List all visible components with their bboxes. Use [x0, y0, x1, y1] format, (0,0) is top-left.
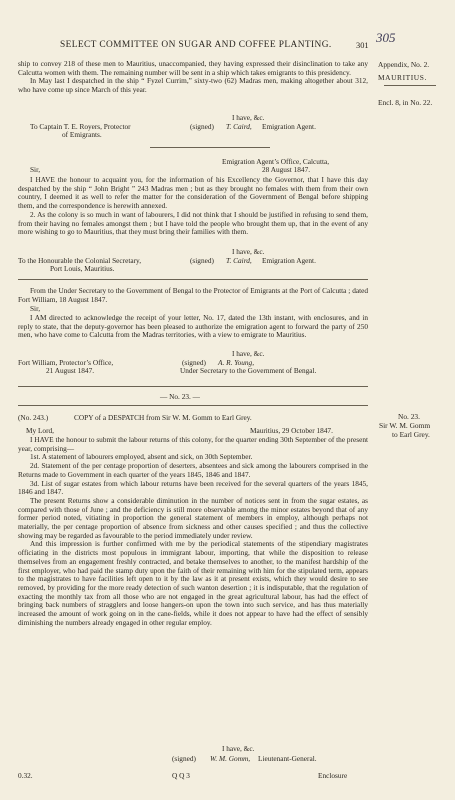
letter1-closing: I have, &c.: [232, 113, 265, 122]
margin-enclosure-ref: Encl. 8, in No. 22.: [378, 98, 433, 107]
letter1-paragraph-2: In May last I despatched in the ship “ Fyzel Currim,” sixty-two (62) Madras men, making altogether about 312, who have come up since March of this year.: [18, 76, 368, 95]
letter2-office: Emigration Agent’s Office, Calcutta,: [222, 157, 330, 166]
despatch-item-2: 2d. Statement of the per centage proportion of deserters, absentees and sick among the labourers comprised in the Returns made to Government in each quarter of the years 1845, 1846 and 1847.: [18, 461, 368, 479]
margin-appendix: Appendix, No. 2.: [378, 60, 430, 69]
despatch-closing: I have, &c.: [222, 744, 255, 753]
letter2-paragraph-1: I HAVE the honour to acquaint you, for the information of his Excellency the Governor, that I have this day despatched by the ship “ John Bright ” 243 Madras men ; but as they brought no females with them from their own country, I deemed it as well to refer the matter for the consideration of the Government of Bengal before shipping them, and the correspondence is herewith annexed.: [18, 175, 368, 211]
page-number: 301: [356, 41, 369, 50]
letter3-office-line1: Fort William, Protector’s Office,: [18, 358, 114, 367]
despatch-ref: (No. 243.): [18, 413, 49, 422]
footer-catchword: Enclosure: [318, 771, 348, 780]
despatch-signed: (signed): [172, 754, 196, 763]
despatch-paragraph-2: The present Returns show a considerable diminution in the number of notices sent in from the sugar estates, as compared with those of June ; and the deficiency is still more observable among the minor estates beyond that of any former period noted, vitiating in proportion the general statement of members in employ, although perhaps not materially, the per centage proportion of absence from sickness and other causes specified ; and thus the collective showing may be regarded as favourable to the period immediately under review.: [18, 495, 368, 540]
separator-3: [18, 386, 368, 387]
despatch-paragraph-3: And this impression is further confirmed with me by the periodical statements of the stipendiary magistrates officiating in the districts most populous in immigrant labour, importing, that while the disposition to release themselves from an engagement freshly contracted, and betake themselves to another, to the manifest hardship of the first employer, who had paid the stamp duty upon the faith of their remaining with him for the stipulated term, appears to the magistrates to have facilities left open to it by the law as it at present exists, which they would desire to see removed, by providing for the more ready detection of such wanton desertion ; it is indisputable, that the regulation of exacting the monthly tax from all those who are not engaged in the great agricultural labour, has had the effect of bringing back numbers of stragglers and loose hangers-on upon the town into such service, and has thus materially increased the amount of work going on in the cane-fields, while it does not appear to have had the effect of sensibly diminishing the numbers already engaged in other regular employ.: [18, 539, 368, 627]
margin-no23-to: to Earl Grey.: [392, 430, 430, 439]
footer-signature-mark: Q Q 3: [172, 771, 190, 780]
running-header-title: SELECT COMMITTEE ON SUGAR AND COFFEE PLANTING.: [60, 40, 332, 50]
despatch-number: — No. 23. —: [160, 392, 200, 401]
letter1-recipient-line1: To Captain T. E. Royers, Protector: [30, 122, 131, 131]
letter3-salutation: Sir,: [30, 304, 41, 313]
letter3-signer: A. R. Young,: [218, 358, 255, 367]
letter3-heading: From the Under Secretary to the Government of Bengal to the Protector of Emigrants at the Port of Calcutta ; dated Fort William, 18 August 1847.: [18, 286, 368, 304]
margin-no23-number: No. 23.: [398, 412, 420, 421]
despatch-signer-title: Lieutenant-General.: [258, 754, 317, 763]
despatch-place-date: Mauritius, 29 October 1847.: [250, 426, 333, 435]
margin-divider: [384, 85, 436, 86]
letter2-recipient-line1: To the Honourable the Colonial Secretary,: [18, 256, 142, 265]
separator-1: [150, 147, 270, 148]
despatch-salutation: My Lord,: [26, 426, 54, 435]
letter2-signer-title: Emigration Agent.: [262, 256, 316, 265]
despatch-signer: W. M. Gomm,: [210, 754, 251, 763]
letter2-date: 28 August 1847.: [262, 165, 311, 174]
letter2-paragraph-2: 2. As the colony is so much in want of labourers, I did not think that I should be justified in refusing to send them, from their having no females amongst them ; but I have told the people who brought them up, that in the event of any more wishing to go to Mauritius, that they must bring their families with them.: [18, 209, 368, 237]
footer-left: 0.32.: [18, 771, 33, 780]
letter1-signer-title: Emigration Agent.: [262, 122, 316, 131]
letter3-office-line2: 21 August 1847.: [46, 366, 95, 375]
separator-4: [18, 405, 368, 406]
despatch-heading: COPY of a DESPATCH from Sir W. M. Gomm to Earl Grey.: [74, 413, 252, 422]
letter1-signer: T. Caird,: [226, 122, 252, 131]
letter2-closing: I have, &c.: [232, 247, 265, 256]
letter2-signed: (signed): [190, 256, 214, 265]
margin-mauritius: MAURITIUS.: [378, 73, 427, 82]
letter3-closing: I have, &c.: [232, 349, 265, 358]
letter1-recipient-line2: of Emigrants.: [62, 130, 102, 139]
handwritten-page-number: 305: [376, 30, 396, 45]
despatch-intro: I HAVE the honour to submit the labour returns of this colony, for the quarter ending 30th September of the present year, comprising—: [18, 435, 368, 453]
letter3-paragraph-1: I AM directed to acknowledge the receipt of your letter, No. 17, dated the 13th instant, with enclosures, and in reply to state, that the deputy-governor has been pleased to authorize the emigration agent to forward the party of 250 men, who have come to Calcutta from the Madras territories, with a view to emigrate to Mauritius.: [18, 313, 368, 340]
letter3-signed: (signed): [182, 358, 206, 367]
letter2-signer: T. Caird,: [226, 256, 252, 265]
separator-2: [18, 279, 368, 280]
margin-no23-from: Sir W. M. Gomm: [379, 421, 431, 430]
despatch-item-1: 1st. A statement of labourers employed, absent and sick, on 30th September.: [30, 452, 253, 462]
letter1-signed: (signed): [190, 122, 214, 131]
despatch-item-3: 3d. List of sugar estates from which labour returns have been received for the several quarters of the years 1845, 1846 and 1847.: [18, 478, 368, 497]
letter2-salutation: Sir,: [30, 165, 41, 174]
letter3-signer-title: Under Secretary to the Government of Bengal.: [180, 366, 317, 375]
letter1-paragraph-1: ship to convey 218 of these men to Mauritius, unaccompanied, they having expressed their disinclination to take any Calcutta women with them. The remaining number will be sent in a ship which takes emigrants to this presidency.: [18, 59, 368, 77]
letter2-recipient-line2: Port Louis, Mauritius.: [50, 264, 115, 273]
